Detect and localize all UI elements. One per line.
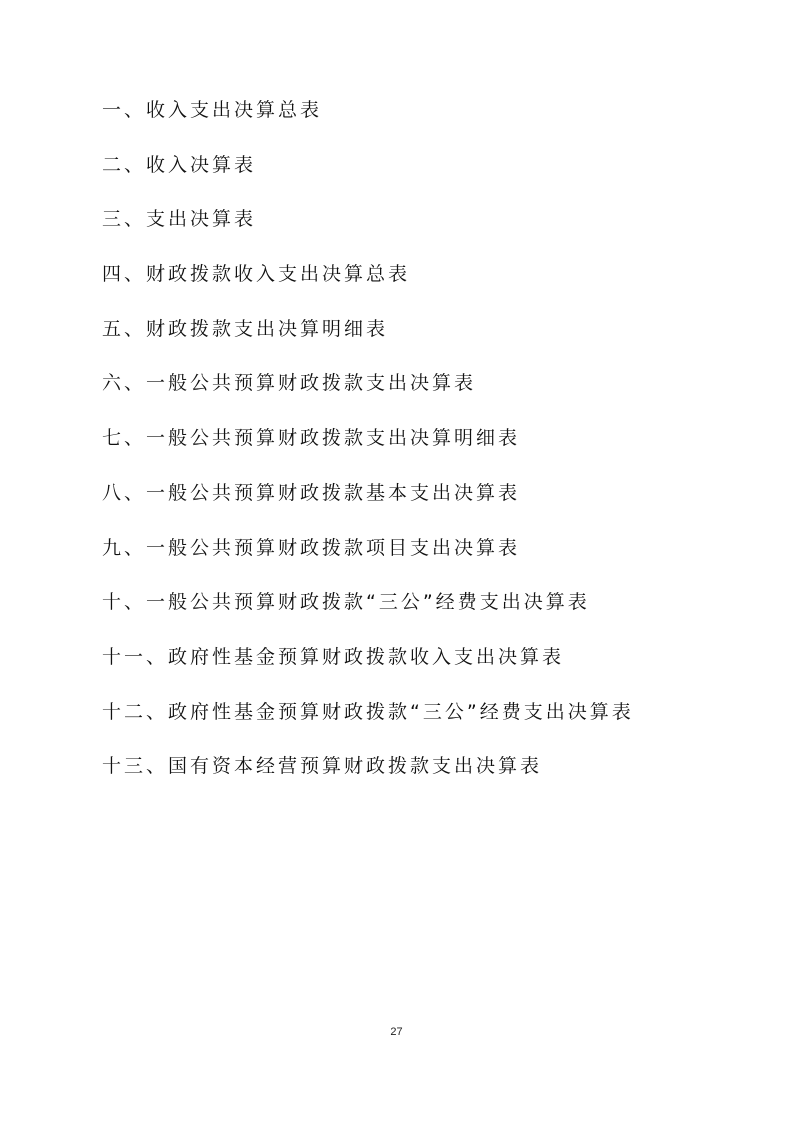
toc-item: 十一、政府性基金预算财政拨款收入支出决算表 (102, 645, 565, 668)
toc-item: 七、一般公共预算财政拨款支出决算明细表 (102, 427, 521, 450)
page-number: 27 (390, 1026, 403, 1038)
toc-item: 十三、国有资本经营预算财政拨款支出决算表 (102, 755, 543, 778)
toc-item: 八、一般公共预算财政拨款基本支出决算表 (102, 481, 521, 504)
toc-item: 二、收入决算表 (102, 153, 257, 176)
toc-item: 三、支出决算表 (102, 208, 257, 231)
toc-item: 五、财政拨款支出决算明细表 (102, 317, 389, 340)
toc-item: 四、财政拨款收入支出决算总表 (102, 263, 411, 286)
toc-item: 一、收入支出决算总表 (102, 99, 323, 121)
toc-item: 九、一般公共预算财政拨款项目支出决算表 (102, 536, 521, 559)
table-of-contents (102, 90, 762, 801)
toc-item: 十二、政府性基金预算财政拨款“三公”经费支出决算表 (102, 700, 634, 723)
toc-item: 六、一般公共预算财政拨款支出决算表 (102, 372, 477, 395)
toc-item: 十、一般公共预算财政拨款“三公”经费支出决算表 (102, 591, 590, 614)
